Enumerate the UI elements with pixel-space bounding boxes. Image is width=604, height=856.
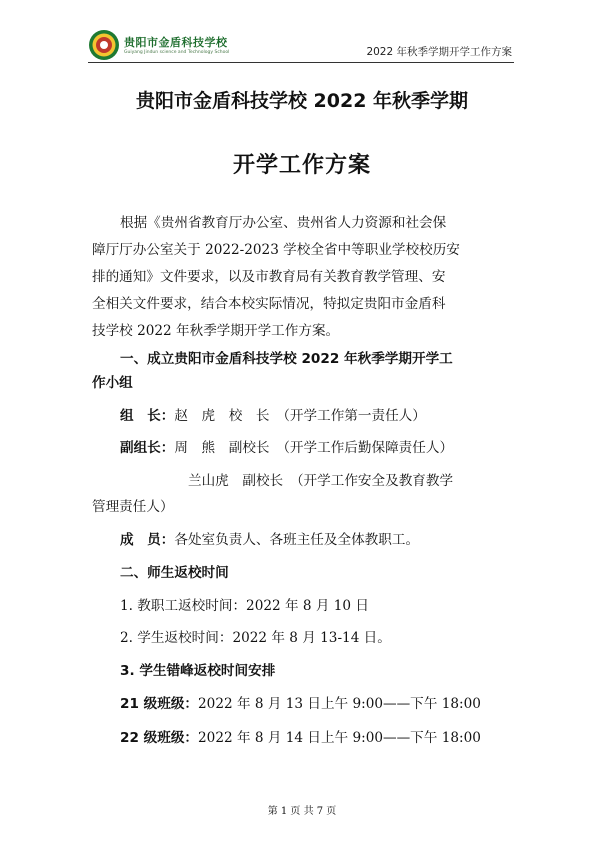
member-row <box>120 528 419 548</box>
deputy-label: 副组长： <box>120 440 175 456</box>
grade21-label: 21 级班级： <box>120 696 199 712</box>
intro-line: 排的通知》文件要求，以及市教育局有关教育教学管理、安 <box>92 269 446 285</box>
return-time-staff: 1. 教职工返校时间：2022 年 8 月 10 日 <box>120 598 369 614</box>
title-line-1: 贵阳市金盾科技学校 2022 年秋季学期 <box>135 90 469 112</box>
school-emblem-icon <box>88 29 120 61</box>
staggered-return-heading: 3. 学生错峰返校时间安排 <box>120 663 276 679</box>
section1-heading-cont: 作小组 <box>92 375 133 391</box>
school-logo <box>88 28 228 60</box>
intro-line: 根据《贵州省教育厅办公室、贵州省人力资源和社会保 <box>120 215 447 231</box>
deputy1-text: 周 熊 副校长 （开学工作后勤保障责任人） <box>174 440 454 456</box>
deputy2-line-cont: 管理责任人） <box>92 499 174 515</box>
leader-row <box>120 404 426 424</box>
grade21-text: 2022 年 8 月 13 日上午 9:00——下午 18:00 <box>198 696 481 712</box>
intro-line: 技学校 2022 年秋季学期开学工作方案。 <box>92 323 340 339</box>
member-text: 各处室负责人、各班主任及全体教职工。 <box>174 532 420 548</box>
member-label: 成 员： <box>120 532 175 548</box>
grade22-label: 22 级班级： <box>120 730 199 746</box>
grade21-row <box>120 692 481 712</box>
leader-text: 赵 虎 校 长 （开学工作第一责任人） <box>174 408 426 424</box>
grade22-row <box>120 726 481 746</box>
page-header <box>88 28 514 63</box>
title-line-2: 开学工作方案 <box>232 153 371 178</box>
deputy2-line: 兰山虎 副校长 （开学工作安全及教育教学 <box>188 473 454 489</box>
intro-line: 障厅厅办公室关于 2022-2023 学校全省中等职业学校校历安 <box>92 242 460 258</box>
return-time-students: 2. 学生返校时间：2022 年 8 月 13-14 日。 <box>120 630 391 646</box>
intro-line: 全相关文件要求，结合本校实际情况，特拟定贵阳市金盾科 <box>92 296 446 312</box>
page-number: 第 1 页 共 7 页 <box>267 806 337 817</box>
leader-label: 组 长： <box>120 408 175 424</box>
deputy-row <box>120 436 453 456</box>
section1-heading: 一、成立贵阳市金盾科技学校 2022 年秋季学期开学工 <box>120 351 453 367</box>
section2-heading: 二、师生返校时间 <box>120 565 229 581</box>
grade22-text: 2022 年 8 月 14 日上午 9:00——下午 18:00 <box>198 730 481 746</box>
logo-school-name-en: Guiyang Jindun science and Technology School <box>124 50 230 55</box>
logo-school-name: 贵阳市金盾科技学校 <box>124 36 228 49</box>
header-document-title: 2022 年秋季学期开学工作方案 <box>366 46 512 58</box>
